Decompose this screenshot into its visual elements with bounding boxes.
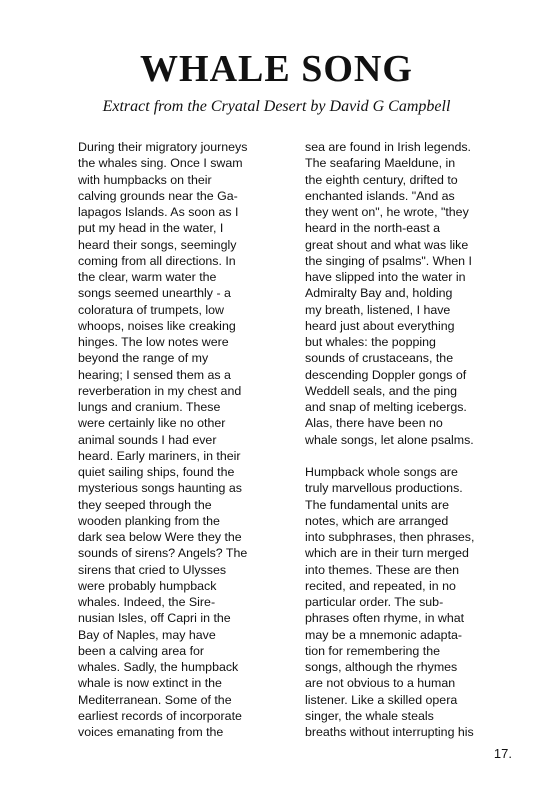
text-line: earliest records of incorporate: [78, 708, 242, 723]
text-line: sirens that cried to Ulysses: [78, 562, 227, 577]
text-line: they went on", he wrote, "they: [305, 205, 469, 219]
text-line: lungs and cranium. These: [78, 400, 221, 414]
text-line: quiet sailing ships, found the: [78, 465, 235, 479]
text-line: The fundamental units are: [305, 497, 449, 512]
text-line: During their migratory journeys: [78, 140, 248, 154]
text-line: coloratura of trumpets, low: [78, 302, 224, 317]
text-line: songs, although the rhymes: [305, 660, 458, 674]
text-line: sounds of sirens? Angels? The: [78, 546, 248, 561]
text-line: singer, the whale steals: [305, 708, 434, 723]
text-line: whales. Indeed, the Sire-: [78, 595, 216, 609]
text-line: heard just about everything: [305, 318, 455, 333]
paragraph-gap: [305, 448, 510, 464]
text-line: heard. Early mariners, in their: [78, 448, 241, 463]
text-line: my breath, listened, I have: [305, 302, 451, 317]
left-column: [78, 139, 278, 740]
text-line: been a calving area for: [78, 643, 205, 658]
text-line: particular order. The sub-: [305, 595, 444, 609]
text-line: phrases often rhyme, in what: [305, 611, 465, 626]
text-line: hearing; I sensed them as a: [78, 367, 231, 382]
text-line: coming from all directions. In: [78, 253, 236, 268]
text-line: have slipped into the water in: [305, 270, 466, 284]
article-title: WHALE SONG: [140, 48, 413, 90]
page-number: 17.: [493, 746, 512, 761]
text-line: whales. Sadly, the humpback: [78, 660, 239, 674]
text-line: lapagos Islands. As soon as I: [78, 205, 239, 219]
text-line: which are in their turn merged: [305, 546, 469, 561]
text-line: great shout and what was like: [305, 237, 469, 252]
text-line: nusian Isles, off Capri in the: [78, 611, 231, 626]
text-line: animal sounds I had ever: [78, 432, 217, 447]
text-line: dark sea below Were they the: [78, 530, 242, 544]
text-line: songs seemed unearthly - a: [78, 286, 231, 301]
text-line: enchanted islands. "And as: [305, 188, 455, 203]
text-line: Humpback whole songs are: [305, 465, 458, 479]
text-line: listener. Like a skilled opera: [305, 692, 458, 707]
text-line: recited, and repeated, in no: [305, 578, 456, 593]
text-line: whale is now extinct in the: [78, 676, 222, 691]
text-line: Admiralty Bay and, holding: [305, 286, 453, 301]
text-line: sounds of crustaceans, the: [305, 351, 454, 366]
text-line: into subphrases, then phrases,: [305, 530, 475, 544]
text-line: Alas, there have been no: [305, 416, 443, 431]
text-line: heard in the north-east a: [305, 221, 441, 236]
text-line: put my head in the water, I: [78, 221, 224, 236]
text-line: are not obvious to a human: [305, 676, 456, 691]
text-line: hinges. The low notes were: [78, 335, 229, 349]
text-line: the eighth century, drifted to: [305, 172, 458, 187]
text-line: Bay of Naples, may have: [78, 627, 216, 642]
text-line: sea are found in Irish legends.: [305, 140, 472, 154]
text-line: whale songs, let alone psalms.: [305, 432, 474, 447]
text-line: calving grounds near the Ga-: [78, 188, 238, 203]
right-column: [305, 139, 510, 740]
text-line: the whales sing. Once I swam: [78, 156, 243, 171]
text-line: Mediterranean. Some of the: [78, 692, 232, 707]
text-line: but whales: the popping: [305, 335, 436, 349]
text-line: The seafaring Maeldune, in: [305, 156, 456, 171]
text-line: into themes. These are then: [305, 562, 460, 577]
text-line: tion for remembering the: [305, 643, 440, 658]
text-line: reverberation in my chest and: [78, 383, 242, 398]
text-line: heard their songs, seemingly: [78, 237, 237, 252]
text-line: voices emanating from the: [78, 725, 224, 739]
text-line: notes, which are arranged: [305, 513, 449, 528]
right-paragraph-1: [305, 139, 510, 448]
text-line: breaths without interrupting his: [305, 725, 474, 739]
right-paragraph-2: [305, 464, 510, 740]
text-line: truly marvellous productions.: [305, 481, 463, 496]
text-line: the singing of psalms". When I: [305, 253, 472, 268]
text-line: descending Doppler gongs of: [305, 367, 467, 382]
text-line: were certainly like no other: [78, 416, 226, 431]
text-line: Weddell seals, and the ping: [305, 383, 458, 398]
text-line: wooden planking from the: [78, 513, 220, 528]
text-line: and snap of melting icebergs.: [305, 400, 467, 414]
text-line: whoops, noises like creaking: [78, 318, 236, 333]
text-line: were probably humpback: [78, 578, 217, 593]
text-line: mysterious songs haunting as: [78, 481, 242, 496]
text-line: may be a mnemonic adapta-: [305, 627, 463, 642]
text-line: they seeped through the: [78, 497, 212, 512]
text-line: beyond the range of my: [78, 351, 209, 366]
text-line: with humpbacks on their: [78, 172, 212, 187]
article-subtitle: Extract from the Cryatal Desert by David G Campbell: [102, 98, 451, 115]
text-line: the clear, warm water the: [78, 270, 217, 284]
